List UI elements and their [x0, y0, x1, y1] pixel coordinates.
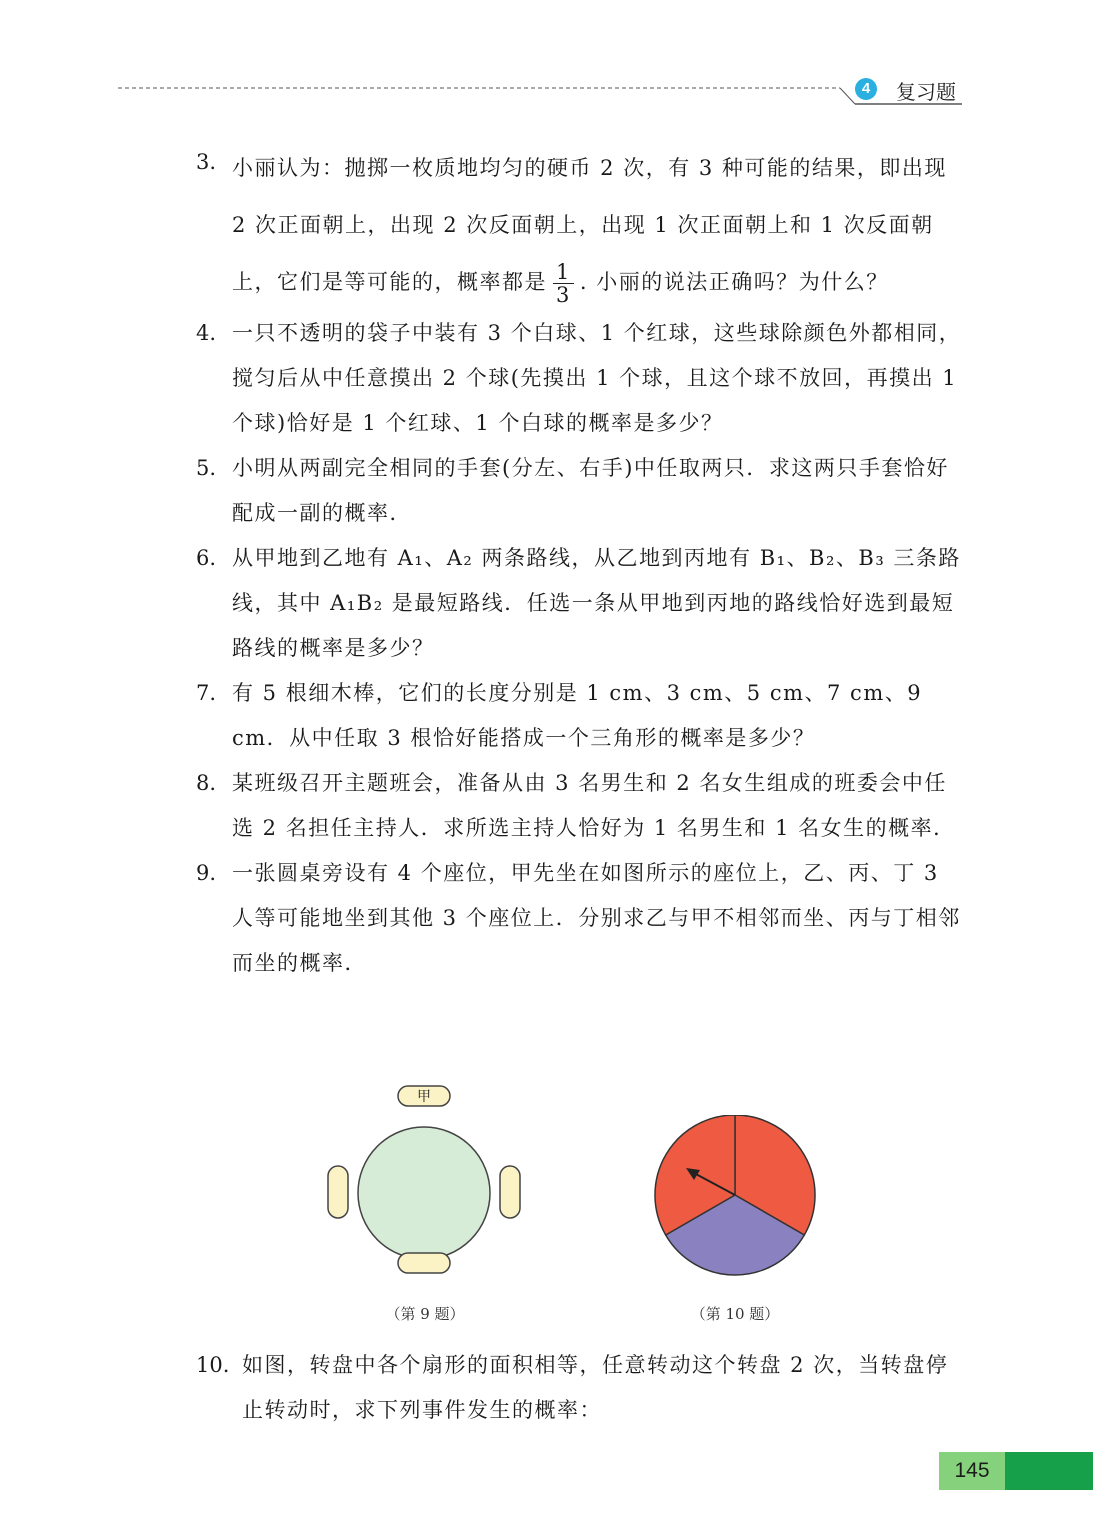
problem-3: [196, 140, 966, 311]
page-number: 145: [939, 1452, 1005, 1490]
figure-10-spinner: [650, 1115, 820, 1285]
problem-text: 一只不透明的袋子中装有 3 个白球、1 个红球，这些球除颜色外都相同，搅匀后从中任意摸出 2 个球(先摸出 1 个球，且这个球不放回，再摸出 1 个球)恰好是 1 个红球、1 个白球的概率是多少？: [232, 321, 962, 435]
footer-green-strip: [1005, 1452, 1093, 1490]
figure-10-caption: （第 10 题）: [690, 1305, 780, 1323]
problem-number: 8.: [196, 771, 217, 795]
problem-4: [196, 311, 966, 446]
fraction-one-third: $\frac{1}{3}$: [553, 261, 574, 306]
problem-6: [196, 536, 966, 671]
problem-number: 9.: [196, 861, 217, 885]
problem-number: 6.: [196, 546, 217, 570]
figure-9-round-table: [320, 1080, 530, 1280]
problem-text: 某班级召开主题班会，准备从由 3 名男生和 2 名女生组成的班委会中任选 2 名担任主持人．求所选主持人恰好为 1 名男生和 1 名女生的概率．: [232, 771, 956, 840]
seat-bottom: [398, 1253, 450, 1273]
problem-number: 10.: [196, 1353, 230, 1377]
problem-text: 从甲地到乙地有 A₁、A₂ 两条路线，从乙地到丙地有 B₁、B₂、B₃ 三条路线，其中 A₁B₂ 是最短路线．任选一条从甲地到丙地的路线恰好选到最短路线的概率是多少？: [232, 546, 961, 660]
problem-text: 小丽认为：抛掷一枚质地均匀的硬币 2 次，有 3 种可能的结果，即出现 2 次正面朝上，出现 2 次反面朝上，出现 1 次正面朝上和 1 次反面朝上，它们是等可能的，概率都是 $\frac{1}{3}$ . 小丽的说法正确吗？为什么？: [232, 156, 947, 307]
problem-text: 小明从两副完全相同的手套(分左、右手)中任取两只．求这两只手套恰好配成一副的概率．: [232, 456, 949, 525]
problem-text: 如图，转盘中各个扇形的面积相等，任意转动这个转盘 2 次，当转盘停止转动时，求下列事件发生的概率：: [242, 1353, 949, 1422]
problem-8: [196, 761, 966, 851]
problem-list: [196, 140, 966, 986]
problem-5: [196, 446, 966, 536]
problem-number: 4.: [196, 321, 217, 345]
chapter-number-badge: 4: [855, 78, 877, 100]
problem-number: 7.: [196, 681, 217, 705]
round-table: [358, 1127, 490, 1259]
problem-text: 一张圆桌旁设有 4 个座位，甲先坐在如图所示的座位上，乙、丙、丁 3 人等可能地坐到其他 3 个座位上．分别求乙与甲不相邻而坐、丙与丁相邻而坐的概率．: [232, 861, 961, 975]
figure-9-caption: （第 9 题）: [385, 1305, 465, 1323]
problem-text: 有 5 根细木棒，它们的长度分别是 1 cm、3 cm、5 cm、7 cm、9 cm．从中任取 3 根恰好能搭成一个三角形的概率是多少？: [232, 681, 923, 750]
problem-number: 3.: [196, 150, 217, 174]
problem-7: [196, 671, 966, 761]
seat-label-jia: 甲: [417, 1089, 431, 1105]
seat-left: [328, 1166, 348, 1218]
problem-9: [196, 851, 966, 986]
seat-right: [500, 1166, 520, 1218]
chapter-title: 复习题: [896, 80, 956, 104]
problem-number: 5.: [196, 456, 217, 480]
problem-10: [196, 1343, 966, 1433]
